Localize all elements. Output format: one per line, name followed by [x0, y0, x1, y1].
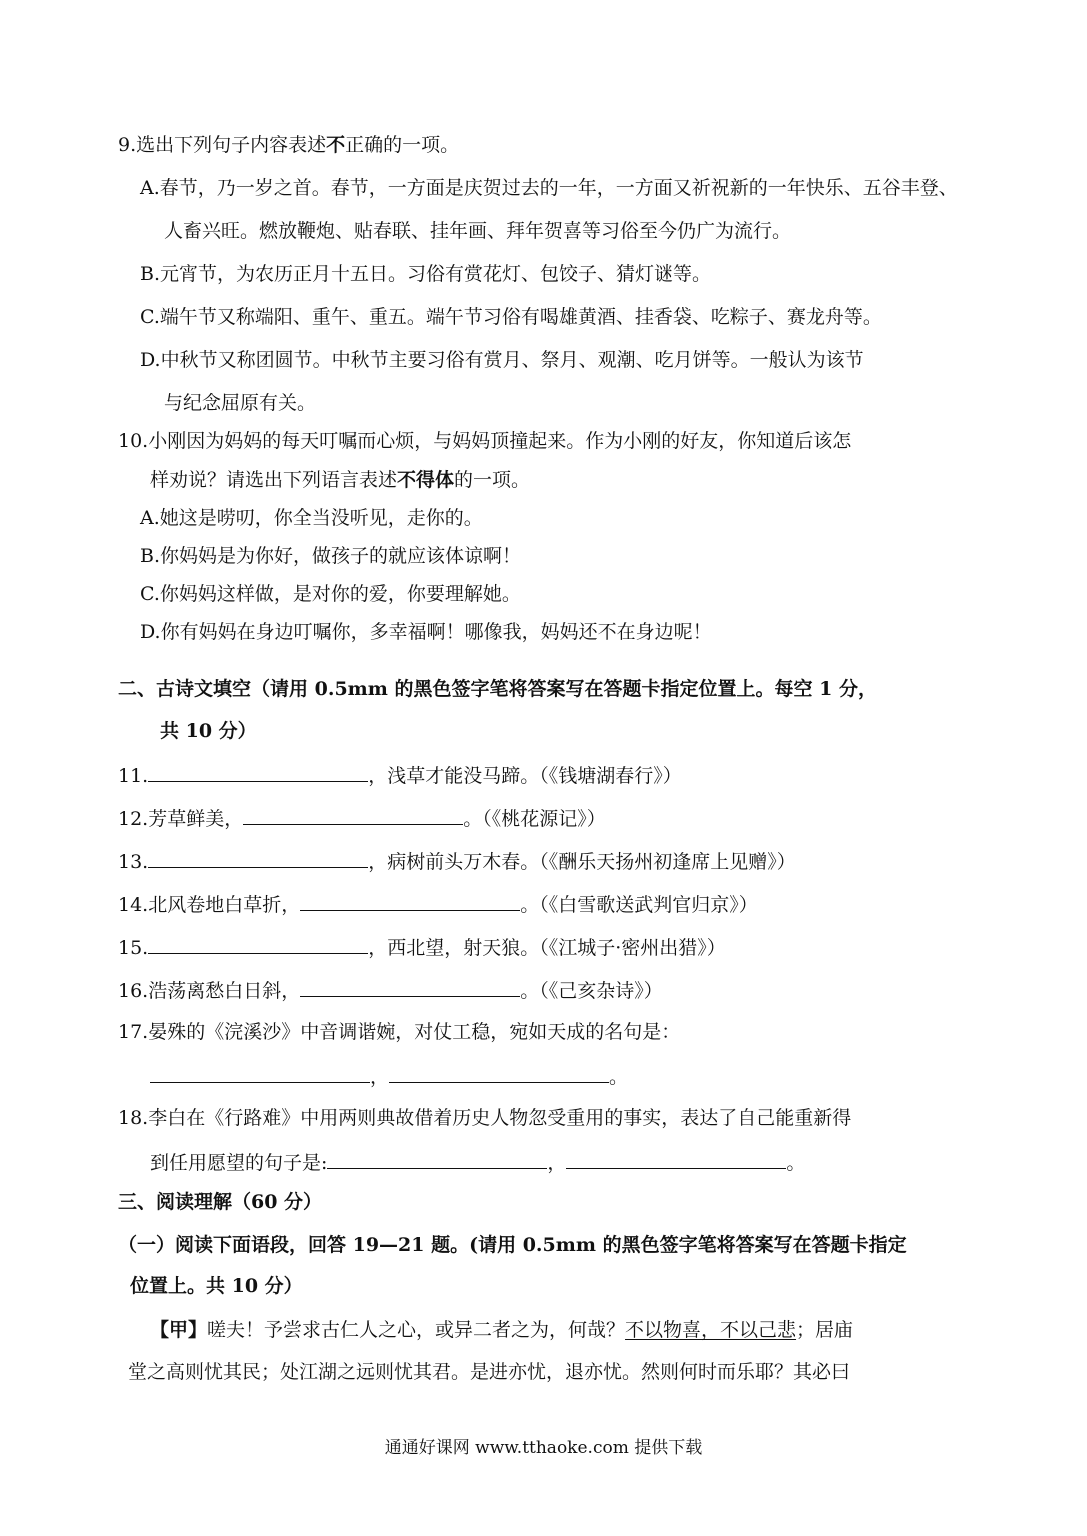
q9-option-a-cont: 人畜兴旺。燃放鞭炮、贴春联、挂年画、拜年贺喜等习俗至今仍广为流行。 [164, 220, 792, 242]
q9-option-a: A.春节，乃一岁之首。春节，一方面是庆贺过去的一年，一方面又祈祝新的一年快乐、五谷丰登、 [140, 177, 958, 199]
q9-option-c: C.端午节又称端阳、重午、重五。端午节习俗有喝雄黄酒、挂香袋、吃粽子、赛龙舟等。 [140, 306, 882, 328]
q18-blank-2[interactable] [566, 1148, 786, 1169]
q10-stem: 10.小刚因为妈妈的每天叮嘱而心烦，与妈妈顶撞起来。作为小刚的好友，你知道后该怎 [118, 430, 852, 452]
q18-answers: 到任用愿望的句子是: ， 。 [150, 1148, 805, 1176]
passage-line-1: 【甲】嗟夫！予尝求古仁人之心，或异二者之为，何哉？不以物喜，不以己悲；居庙 [150, 1319, 854, 1341]
q9-stem: 9.选出下列句子内容表述不正确的一项。 [118, 134, 460, 156]
q17-blank-2[interactable] [389, 1062, 609, 1083]
q15: 15. ，西北望，射天狼。（《江城子·密州出猎》） [118, 933, 726, 961]
q10-option-d: D.你有妈妈在身边叮嘱你，多幸福啊！哪像我，妈妈还不在身边呢！ [140, 621, 712, 643]
passage-line-2: 堂之高则忧其民；处江湖之远则忧其君。是进亦忧，退亦忧。然则何时而乐耶？其必曰 [128, 1361, 851, 1383]
q13-blank[interactable] [148, 847, 368, 868]
q16: 16.浩荡离愁白日斜， 。（《己亥杂诗》） [118, 976, 663, 1004]
underlined-phrase: 不以物喜，不以己悲 [625, 1319, 797, 1341]
q9-option-d: D.中秋节又称团圆节。中秋节主要习俗有赏月、祭月、观潮、吃月饼等。一般认为该节 [140, 349, 864, 371]
q18: 18.李白在《行路难》中用两则典故借着历史人物忽受重用的事实，表达了自己能重新得 [118, 1107, 852, 1129]
section3-sub-heading: （一）阅读下面语段，回答 19—21 题。(请用 0.5mm 的黑色签字笔将答案写在答题卡指定 [118, 1234, 907, 1256]
section3-sub-heading-cont: 位置上。共 10 分） [130, 1275, 303, 1297]
q16-blank[interactable] [300, 976, 520, 997]
q17-blank-1[interactable] [150, 1062, 370, 1083]
section2-heading-cont: 共 10 分） [160, 720, 257, 742]
q10-option-c: C.你妈妈这样做，是对你的爱，你要理解她。 [140, 583, 521, 605]
q14-blank[interactable] [300, 890, 520, 911]
q11-blank[interactable] [148, 761, 368, 782]
q9-option-b: B.元宵节，为农历正月十五日。习俗有赏花灯、包饺子、猜灯谜等。 [140, 263, 712, 285]
q15-blank[interactable] [148, 933, 368, 954]
section2-heading: 二、古诗文填空（请用 0.5mm 的黑色签字笔将答案写在答题卡指定位置上。每空 1 分， [118, 678, 877, 700]
q13: 13. ，病树前头万木春。（《酬乐天扬州初逢席上见赠》） [118, 847, 796, 875]
q12-blank[interactable] [243, 804, 463, 825]
q18-blank-1[interactable] [327, 1148, 547, 1169]
q17-answers: ， 。 [150, 1062, 628, 1090]
q10-option-b: B.你妈妈是为你好，做孩子的就应该体谅啊！ [140, 545, 522, 567]
q10-option-a: A.她这是唠叨，你全当没听见，走你的。 [140, 507, 483, 529]
q14: 14.北风卷地白草折， 。（《白雪歌送武判官归京》） [118, 890, 758, 918]
q12: 12.芳草鲜美， 。（《桃花源记》） [118, 804, 606, 832]
q9-option-d-cont: 与纪念屈原有关。 [164, 392, 317, 414]
section3-heading: 三、阅读理解（60 分） [118, 1191, 323, 1213]
page-footer: 通通好课网 www.tthaoke.com 提供下载 [384, 1438, 703, 1458]
passage-label: 【甲】 [150, 1319, 208, 1341]
q10-stem-cont: 样劝说？请选出下列语言表述不得体的一项。 [150, 469, 531, 491]
q17: 17.晏殊的《浣溪沙》中音调谐婉，对仗工稳，宛如天成的名句是： [118, 1021, 681, 1043]
q11: 11. ，浅草才能没马蹄。（《钱塘湖春行》） [118, 761, 682, 789]
